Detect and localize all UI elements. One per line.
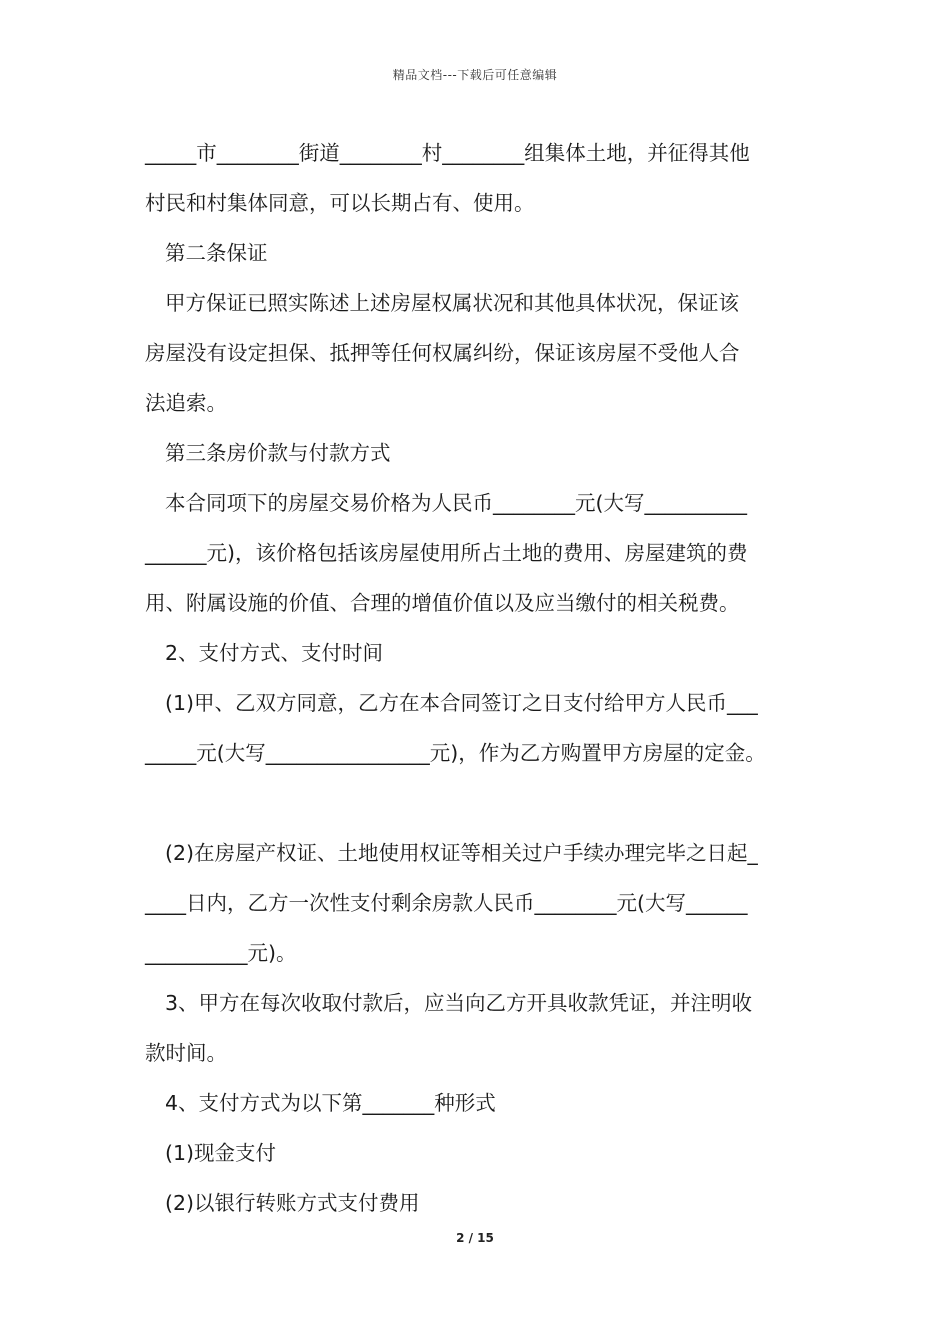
text-line: (2)在房屋产权证、土地使用权证等相关过户手续办理完毕之日起_: [165, 841, 758, 865]
subsection-heading: 2、支付方式、支付时间: [165, 641, 384, 665]
section-heading: 第三条房价款与付款方式: [165, 441, 391, 465]
page-number: 2 / 15: [456, 1231, 494, 1245]
text-line: 本合同项下的房屋交易价格为人民币________元(大写__________: [165, 491, 747, 515]
text-line: ____日内，乙方一次性支付剩余房款人民币________元(大写______: [145, 891, 748, 915]
text-line: 用、附属设施的价值、合理的增值价值以及应当缴付的相关税费。: [145, 591, 740, 615]
text-line: 款时间。: [145, 1041, 227, 1065]
text-line: 4、支付方式为以下第_______种形式: [165, 1091, 496, 1115]
text-line: _____市________街道________村________组集体土地，并征得其他: [145, 141, 750, 165]
text-line: 法追索。: [145, 391, 227, 415]
text-line: 甲方保证已照实陈述上述房屋权属状况和其他具体状况，保证该: [165, 291, 739, 315]
text-line: 房屋没有设定担保、抵押等任何权属纠纷，保证该房屋不受他人合: [145, 341, 740, 365]
text-line: 村民和村集体同意，可以长期占有、使用。: [145, 191, 535, 215]
document-body: [145, 128, 810, 1228]
text-line: _____元(大写________________元)，作为乙方购置甲方房屋的定金。: [145, 741, 766, 765]
list-item: (2)以银行转账方式支付费用: [165, 1191, 420, 1215]
section-heading: 第二条保证: [165, 241, 268, 265]
list-item: (1)现金支付: [165, 1141, 277, 1165]
text-line: 3、甲方在每次收取付款后，应当向乙方开具收款凭证，并注明收: [165, 991, 753, 1015]
text-line: __________元)。: [145, 941, 297, 965]
text-line: (1)甲、乙双方同意，乙方在本合同签订之日支付给甲方人民币___: [165, 691, 758, 715]
text-line: ______元)，该价格包括该房屋使用所占土地的费用、房屋建筑的费: [145, 541, 748, 565]
blank-line: [145, 778, 810, 828]
page-header: 精品文档---下载后可任意编辑: [392, 68, 558, 82]
